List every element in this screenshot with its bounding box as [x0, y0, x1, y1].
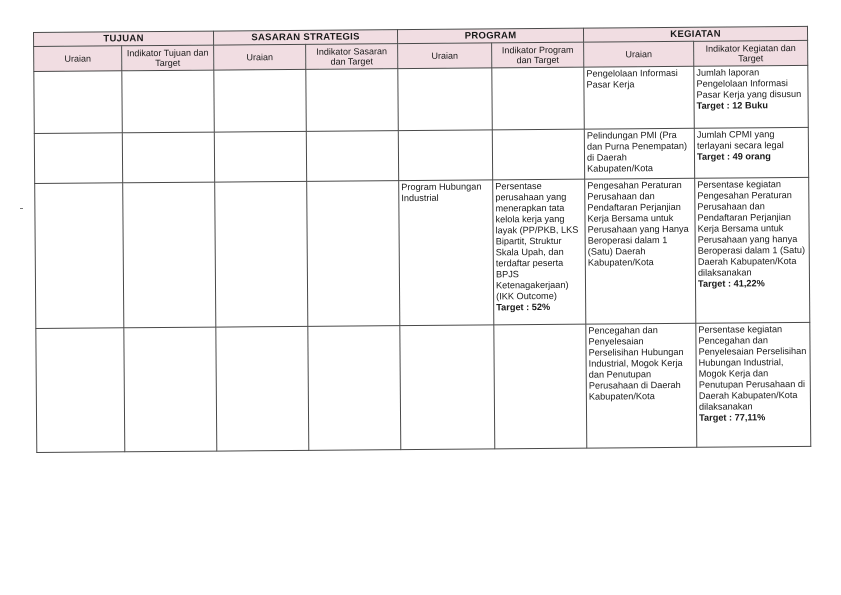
kegiatan-target-text: Target : 77,11% [699, 412, 766, 423]
col-header-program-uraian: Uraian [398, 43, 492, 69]
cell-indikator-tujuan [122, 132, 214, 183]
group-header-sasaran-strategis: SASARAN STRATEGIS [213, 30, 397, 45]
group-header-kegiatan: KEGIATAN [584, 26, 808, 42]
kegiatan-indikator-text: Persentase kegiatan Pencegahan dan Penyelesaian Perselisihan Hubungan Industrial, Mogok Kerja dan Penutupan Perusahaan di Daerah Kabupaten/Kota dilaksanakan [698, 324, 807, 412]
cell-indikator-kegiatan [694, 127, 808, 178]
cell-kegiatan-uraian [586, 323, 697, 448]
kegiatan-uraian-text: Pelindungan PMI (Pra dan Purna Penempatan) di Daerah Kabupaten/Kota [586, 129, 688, 174]
cell-kegiatan-uraian [584, 66, 694, 129]
program-uraian-text [402, 326, 491, 327]
program-uraian-text [400, 69, 489, 70]
table-row [34, 127, 808, 183]
cell-tujuan-uraian [34, 133, 122, 184]
scan-speck [20, 208, 23, 209]
cell-program-uraian [398, 130, 492, 181]
group-header-tujuan: TUJUAN [34, 31, 214, 46]
cell-indikator-kegiatan [696, 322, 811, 447]
cell-indikator-kegiatan [694, 65, 808, 128]
kegiatan-target-text: Target : 12 Buku [696, 100, 768, 111]
col-header-tujuan-uraian: Uraian [34, 46, 122, 72]
col-header-sasaran-uraian: Uraian [214, 44, 306, 70]
table-row [35, 177, 810, 328]
kegiatan-target-text: Target : 41,22% [697, 278, 765, 289]
cell-indikator-tujuan [124, 327, 217, 452]
col-header-kegiatan-uraian: Uraian [584, 41, 694, 67]
kegiatan-uraian-text: Pencegahan dan Penyelesaian Perselisihan Hubungan Industrial, Mogok Kerja dan Penutupan Perusahaan di Daerah Kabupaten/Kota [588, 325, 684, 402]
program-uraian-text [401, 131, 490, 132]
cell-indikator-sasaran [306, 69, 398, 132]
strategic-plan-table [33, 26, 811, 453]
cell-indikator-program [493, 179, 586, 325]
cell-indikator-program [494, 324, 587, 449]
program-target-text [496, 326, 583, 327]
program-indikator-text [494, 69, 581, 70]
col-header-indikator-program: Indikator Program dan Target [492, 42, 584, 68]
program-target-text [494, 69, 581, 70]
cell-indikator-kegiatan [695, 177, 810, 323]
program-target-text [495, 131, 582, 132]
program-uraian-text: Program Hubungan Industrial [401, 181, 482, 204]
cell-indikator-tujuan [122, 70, 214, 133]
cell-sasaran-uraian [215, 181, 308, 327]
kegiatan-indikator-text: Jumlah laporan Pengelolaan Informasi Pasar Kerja yang disusun [696, 67, 802, 100]
table-row [36, 322, 811, 452]
cell-kegiatan-uraian [585, 178, 696, 324]
kegiatan-indikator-text: Jumlah CPMI yang terlayani secara legal [696, 129, 784, 151]
cell-sasaran-uraian [216, 326, 309, 451]
program-indikator-text [495, 131, 582, 132]
planning-table-sheet [33, 26, 810, 453]
cell-kegiatan-uraian [584, 128, 694, 179]
cell-program-uraian [400, 325, 495, 450]
cell-indikator-sasaran [307, 181, 400, 327]
cell-indikator-program [492, 129, 584, 180]
kegiatan-target-text: Target : 49 orang [696, 151, 771, 162]
cell-tujuan-uraian [36, 328, 125, 453]
col-header-indikator-kegiatan: Indikator Kegiatan dan Target [694, 40, 808, 66]
kegiatan-uraian-text: Pengesahan Peraturan Perusahaan dan Pendaftaran Perjanjian Kerja Bersama untuk Perusahaan yang Hanya Beroperasi dalam 1 (Satu) Daerah Kabupaten/Kota [587, 179, 689, 268]
cell-tujuan-uraian [35, 183, 124, 329]
program-target-text: Target : 52% [496, 301, 551, 313]
group-header-program: PROGRAM [398, 28, 584, 43]
cell-sasaran-uraian [214, 131, 306, 182]
cell-indikator-sasaran [308, 326, 401, 451]
kegiatan-indikator-text: Persentase kegiatan Pengesahan Peraturan Perusahaan dan Pendaftaran Perjanjian Kerja Bersama untuk Perusahaan yang hanya Beroperasi dalam 1 (Satu) Daerah Kabupaten/Kota dilaksanakan [697, 179, 806, 278]
cell-program-uraian [399, 180, 494, 326]
col-header-indikator-tujuan: Indikator Tujuan dan Target [122, 45, 214, 71]
cell-program-uraian [398, 68, 492, 131]
cell-sasaran-uraian [214, 69, 306, 132]
cell-indikator-sasaran [306, 131, 398, 182]
cell-indikator-program [492, 67, 584, 130]
program-indikator-text [496, 326, 583, 327]
col-header-indikator-sasaran: Indikator Sasaran dan Target [306, 44, 398, 70]
kegiatan-uraian-text: Pengelolaan Informasi Pasar Kerja [586, 67, 678, 90]
table-row [34, 65, 808, 133]
cell-indikator-tujuan [123, 182, 216, 328]
cell-tujuan-uraian [34, 71, 122, 134]
program-indikator-text: Persentase perusahaan yang menerapkan tata kelola kerja yang layak (PP/PKB, LKS Bipartit, Struktur Skala Upah, dan terdaftar peserta BPJS Ketenagakerjaan) (IKK Outcome) [495, 181, 579, 302]
